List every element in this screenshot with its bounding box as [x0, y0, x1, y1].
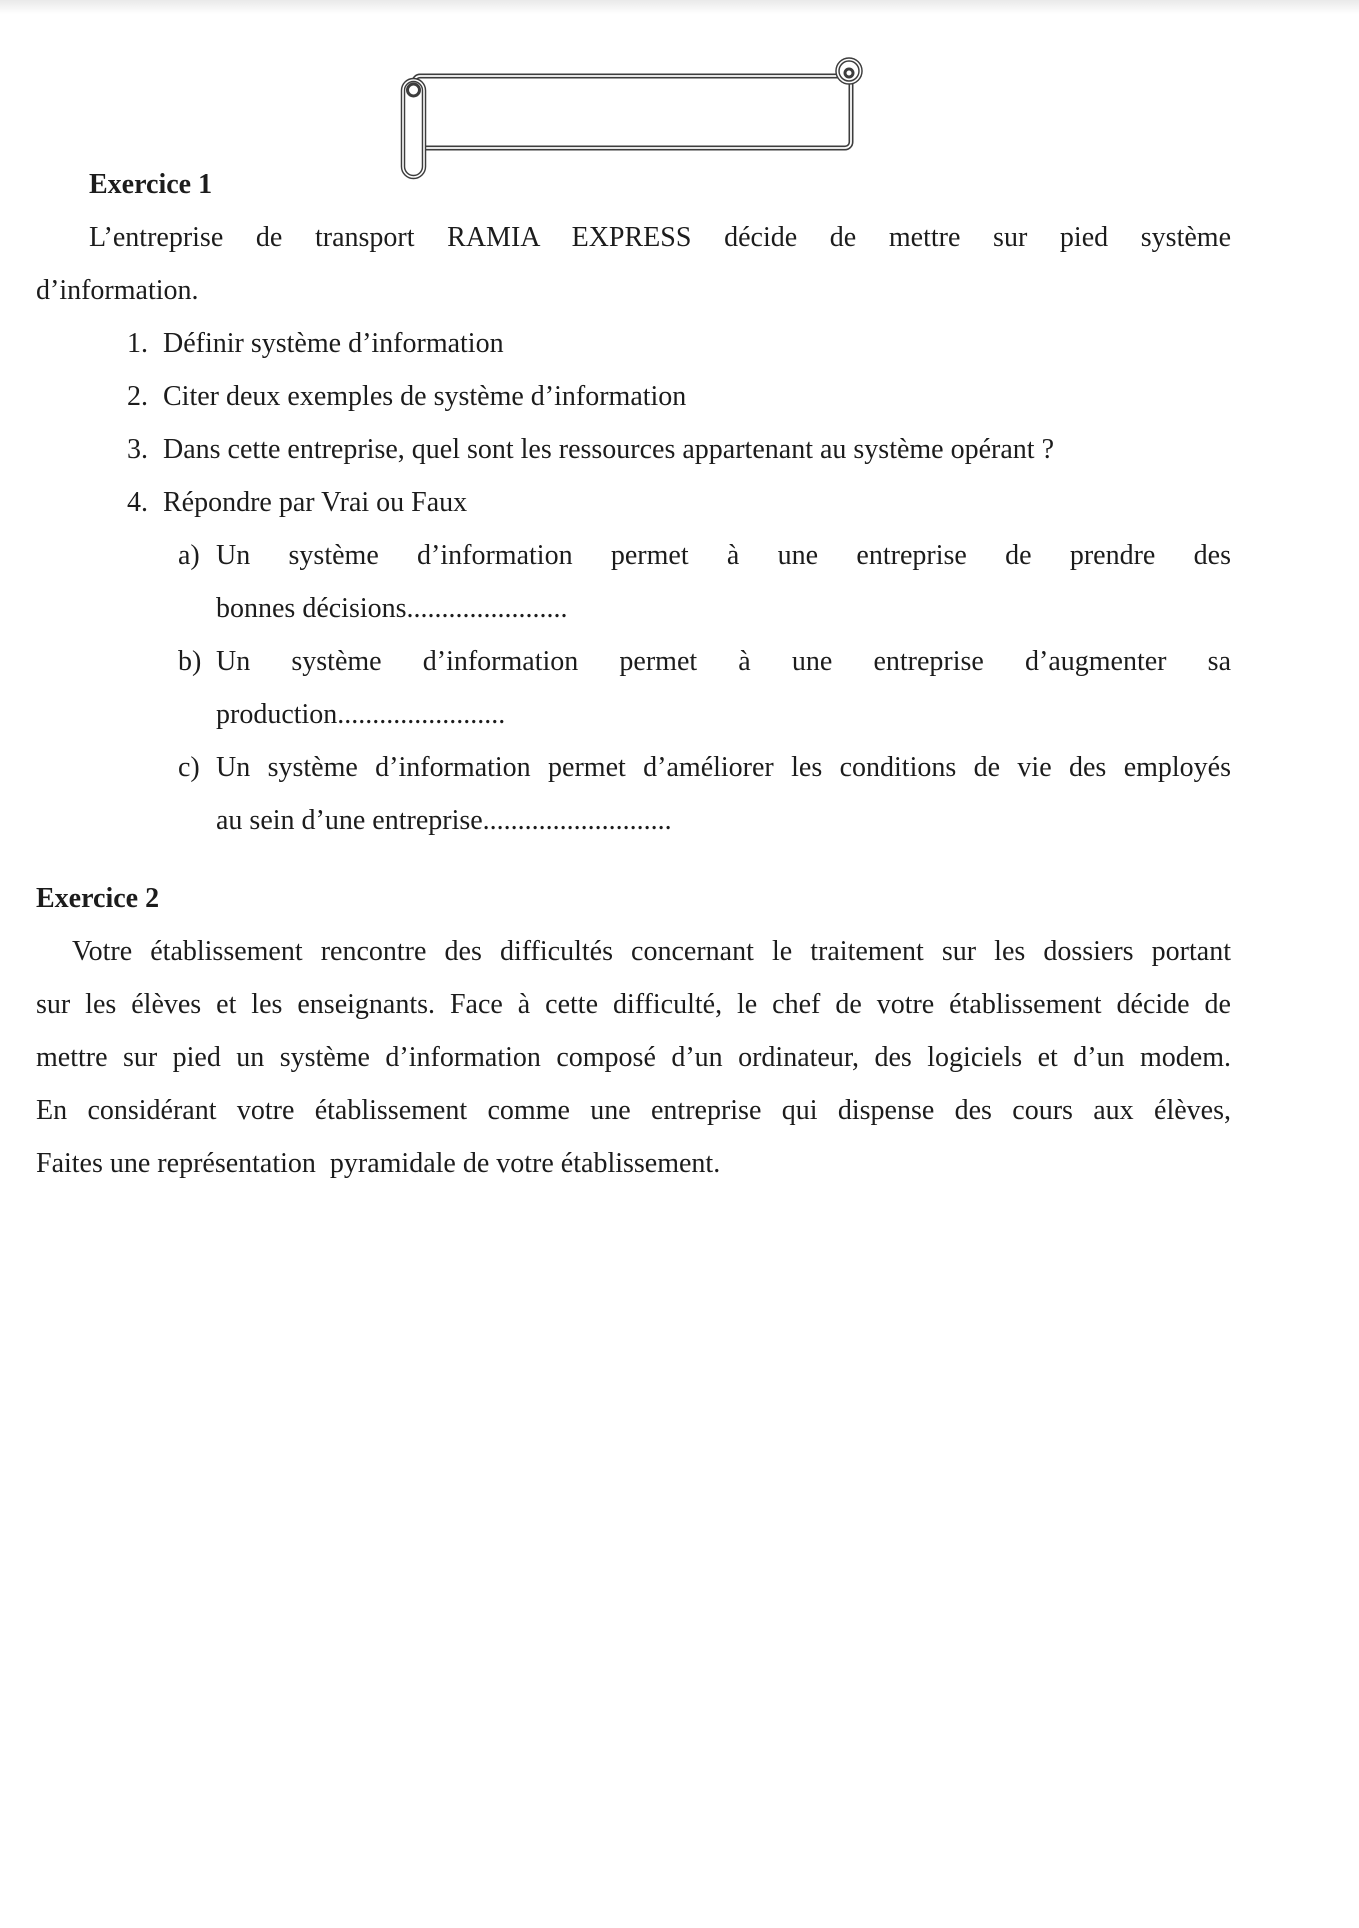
- exercice1-title: Exercice 1: [89, 169, 213, 200]
- subitem-a-letter: a): [178, 540, 200, 571]
- banner-rectangle: [414, 76, 851, 148]
- subitem-c-letter: c): [178, 752, 200, 783]
- page-top-scan-shadow: [0, 0, 1359, 14]
- list-item-2: [36, 370, 1231, 423]
- exercice2-title: Exercice 2: [36, 883, 160, 914]
- subitem-a-text1: Un système d’information permet à une entreprise de prendre des: [216, 540, 1231, 571]
- list-item-2-text: Citer deux exemples de système d’information: [163, 381, 687, 412]
- list-item-1: [36, 317, 1231, 370]
- subitem-b-line2: [36, 688, 1231, 741]
- list-item-1-text: Définir système d’information: [163, 328, 504, 359]
- list-item-3-number: 3.: [127, 434, 148, 465]
- list-item-4-text: Répondre par Vrai ou Faux: [163, 487, 468, 518]
- exercice2-line3: mettre sur pied un système d’information composé d’un ordinateur, des logiciels et d’un modem.: [36, 1042, 1231, 1073]
- subitem-b-letter: b): [178, 646, 202, 677]
- subitem-c-line2: [36, 794, 1231, 847]
- list-item-3: [36, 423, 1231, 476]
- subitem-c-line1: [36, 741, 1231, 794]
- banner-curl-right: [838, 60, 861, 83]
- list-item-2-number: 2.: [127, 381, 148, 412]
- subitem-a-line1: [36, 529, 1231, 582]
- document-body: [0, 158, 1231, 1190]
- exercice2-line4: En considérant votre établissement comme une entreprise qui dispense des cours aux élèves,: [36, 1095, 1231, 1126]
- exercice2-line1: Votre établissement rencontre des difficultés concernant le traitement sur les dossiers portant: [72, 936, 1231, 967]
- subitem-b-line1: [36, 635, 1231, 688]
- exercice2-line5: Faites une représentation pyramidale de votre établissement.: [36, 1148, 721, 1179]
- exercice1-intro-line2: d’information.: [36, 275, 199, 306]
- list-item-4: [36, 476, 1231, 529]
- list-item-4-number: 4.: [127, 487, 148, 518]
- subitem-c-text1: Un système d’information permet d’améliorer les conditions de vie des employés: [216, 752, 1231, 783]
- subitem-c-text2: au sein d’une entreprise...........................: [216, 805, 672, 836]
- subitem-b-text1: Un système d’information permet à une entreprise d’augmenter sa: [216, 646, 1231, 677]
- subitem-a-line2: [36, 582, 1231, 635]
- subitem-a-text2: bonnes décisions.......................: [216, 593, 568, 624]
- exercice1-intro-line1: L’entreprise de transport RAMIA EXPRESS décide de mettre sur pied système: [89, 222, 1231, 253]
- list-item-1-number: 1.: [127, 328, 148, 359]
- subitem-b-text2: production........................: [216, 699, 506, 730]
- list-item-3-text: Dans cette entreprise, quel sont les ressources appartenant au système opérant ?: [163, 434, 1054, 465]
- exercice2-line2: sur les élèves et les enseignants. Face à cette difficulté, le chef de votre établissement décide de: [36, 989, 1231, 1020]
